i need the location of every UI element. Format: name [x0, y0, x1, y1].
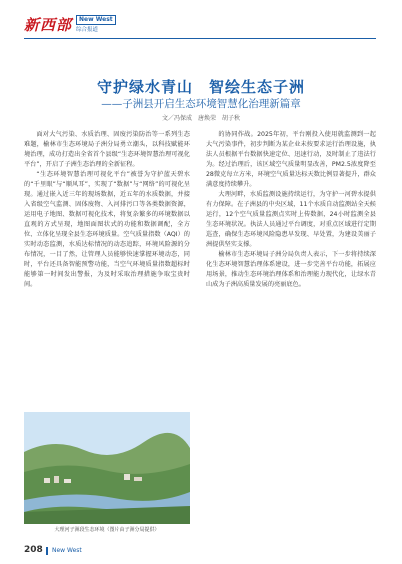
- photo-building: [124, 474, 130, 480]
- magazine-logo: 新西部: [24, 16, 73, 34]
- photo-building: [134, 477, 142, 481]
- paragraph: 的协同作战。2025年初，平台刚投入使用就监测到一起大气污染事件，初步判断为某企业未按要求运行治理设施，执法人员根据平台数据快速定位、迅速行动，及时制止了违法行为。经过治理后，该区域空气质量明显改善，PM2.5浓度降至28微克每立方米，环境空气质量达标天数比例显著提升，群众满意度持续攀升。: [206, 131, 376, 188]
- photo-caption: 大理河子洲段生态环境（图片由子洲分局提供）: [54, 527, 160, 533]
- left-column: [24, 130, 190, 412]
- footer-divider: [46, 547, 48, 555]
- landscape-photo: [24, 412, 190, 524]
- page-footer: [24, 545, 124, 557]
- right-column: [206, 130, 376, 548]
- paragraph: 榆林市生态环境局子洲分局负责人表示，下一步将持续深化生态环境智慧治理体系建设，进一步完善平台功能，拓展应用场景，推动生态环境治理体系和治理能力现代化，让绿水青山成为子洲高质量发展的亮丽底色。: [206, 251, 376, 288]
- masthead: [24, 14, 384, 40]
- article-title: 守护绿水青山 智绘生态子洲: [96, 78, 305, 96]
- photo-building: [64, 479, 71, 483]
- header-divider: [24, 38, 376, 39]
- photo-building: [44, 478, 50, 483]
- paragraph: “生态环境智慧治理可视化平台”被誉为守护蓝天碧水的“千里眼”与“顺风耳”，实现了“数据”与“网络”的可视化呈现。通过嵌入近三年的现场数据，近五年的水质数据，并接入省级空气监测、固体废物、入河排污口等各类数据资源，运用电子地图、数据可视化技术，将复杂繁多的环境数据以直观的方式呈现，地图面图状式的功能和数据调配，全方位、立体化呈现全县生态环境质量。空气质量指数（AQI）的实时动态监测，水质达标情况的动态追踪，环境风险源的分布情况，一目了然，让管理人员能够快速掌握环境动态，同时，平台还具备智能预警功能，当空气环境质量指数超标时能够第一时间发出警报，为及时采取治理措施争取宝贵时间。: [24, 171, 190, 288]
- magazine-logo-en: New West: [76, 15, 116, 25]
- page-number: 208: [24, 545, 43, 555]
- photo-building: [54, 476, 59, 483]
- paragraph: 面对大气污染、水质治理、固废污染防治等一系列生态难题，榆林市生态环境局子洲分局勇立潮头，以科技赋能环境治理，成功打造出全省首个县级“生态环境智慧治理可视化平台”，开启了子洲生态治理的全新征程。: [24, 131, 190, 168]
- article-byline: 文／冯保成 唐焕荣 胡子秋: [161, 115, 240, 122]
- section-label: 综合报道: [76, 27, 99, 33]
- paragraph: 大理河畔，水质监测设施持续运行，为守护一河碧水提供有力保障。在子洲县的中央区域，11个水质自动监测站全天候运行，12个空气质量监测点实时上传数据，24小时监测全县生态环境状况。执法人员通过平台调度，对重点区域进行定期巡查，确保生态环境风险隐患早发现、早处置，为建设美丽子洲提供坚实支撑。: [206, 191, 376, 248]
- footer-magazine: New West: [52, 547, 82, 554]
- article-subtitle: ——子洲县开启生态环境智慧化治理新篇章: [101, 98, 301, 110]
